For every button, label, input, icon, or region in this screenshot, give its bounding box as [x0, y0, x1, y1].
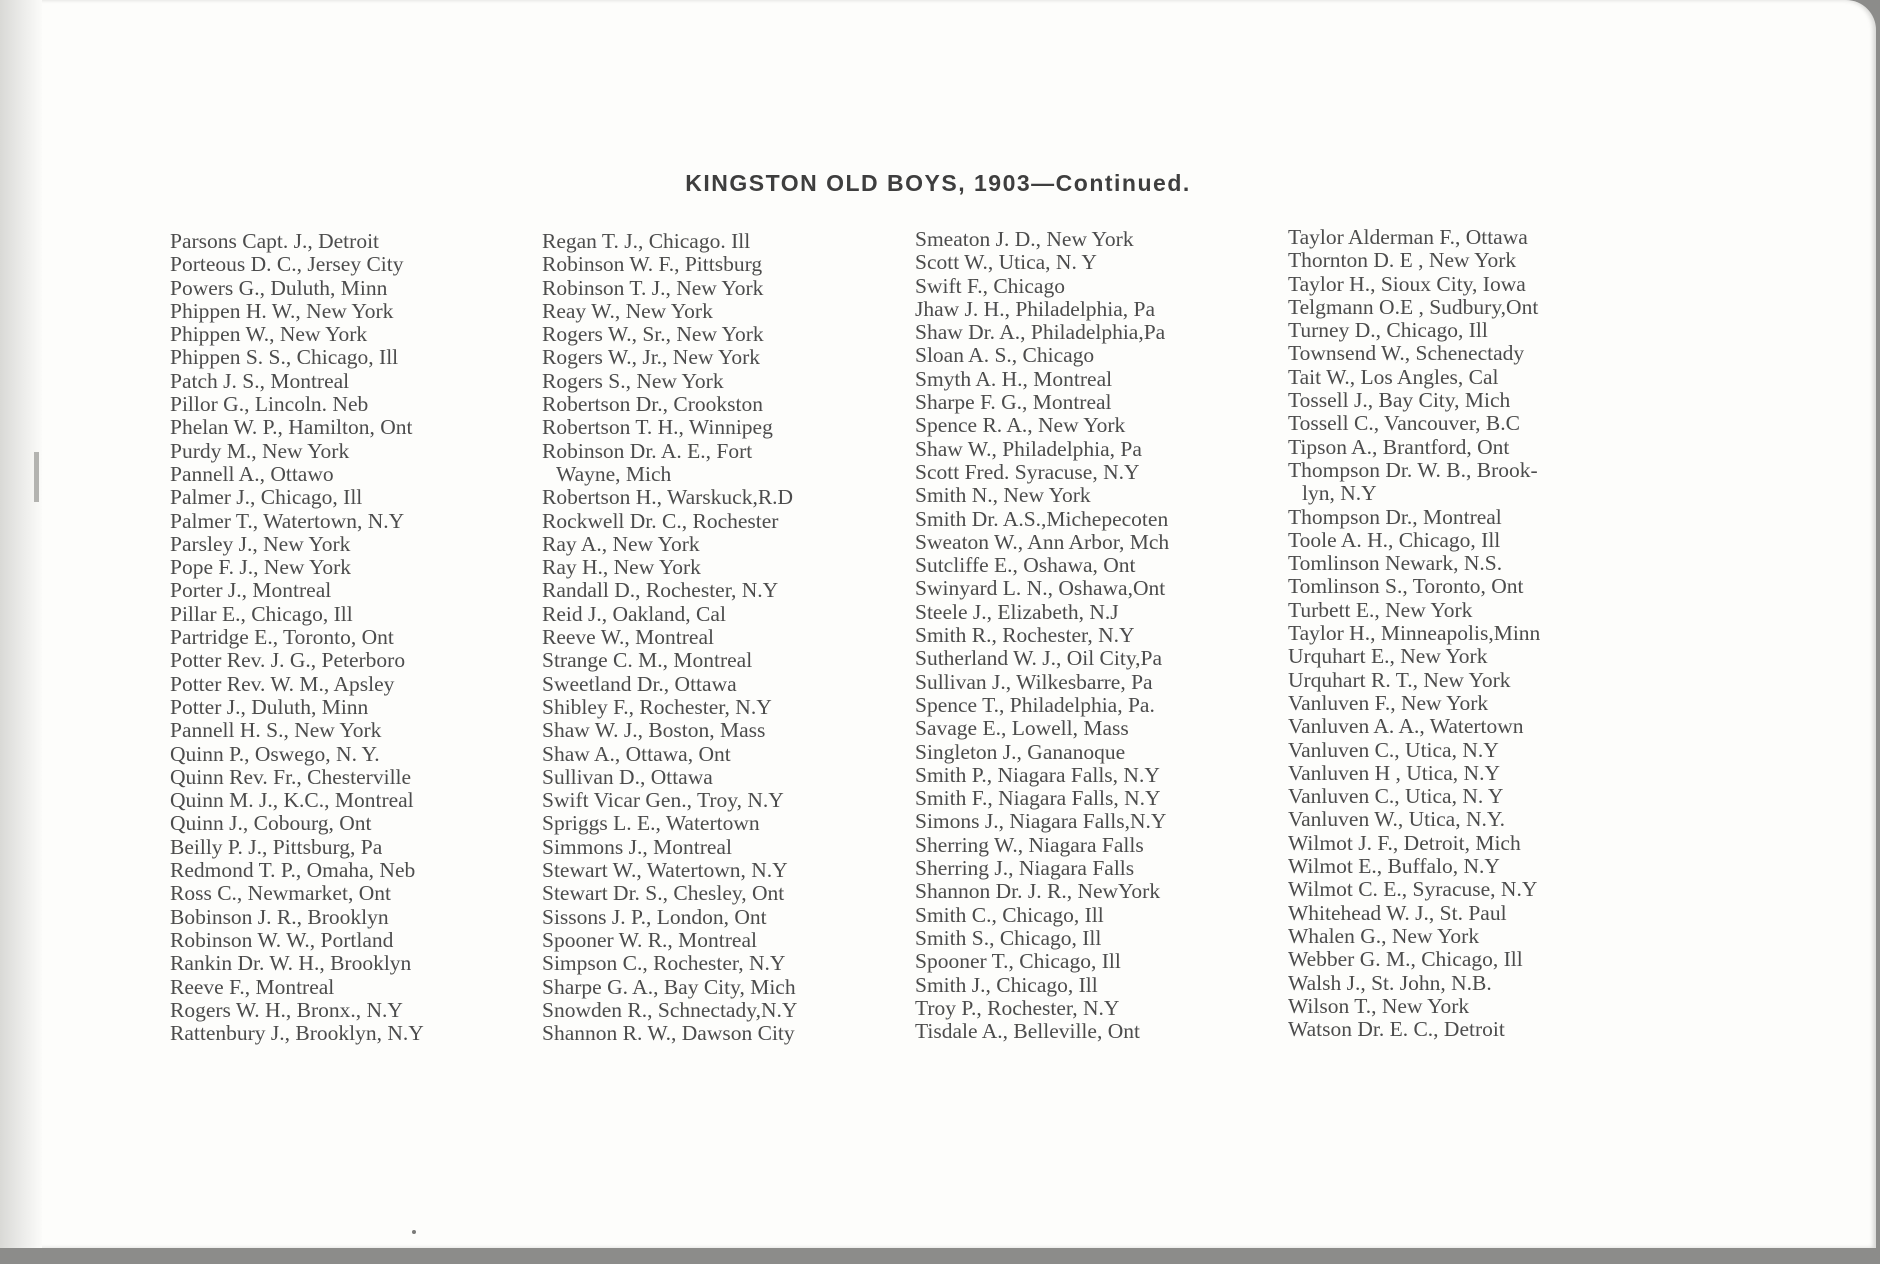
- name-entry: Spence R. A., New York: [915, 413, 1126, 438]
- name-entry: Steele J., Elizabeth, N.J: [915, 599, 1119, 624]
- name-entry: Tossell C., Vancouver, B.C: [1288, 411, 1520, 436]
- name-entry: Quinn Rev. Fr., Chesterville: [170, 764, 412, 789]
- name-entry: Watson Dr. E. C., Detroit: [1288, 1017, 1505, 1042]
- name-entry: Robertson H., Warskuck,R.D: [542, 485, 794, 510]
- name-entry: Potter Rev. W. M., Apsley: [170, 671, 395, 696]
- name-entry: Telgmann O.E , Sudbury,Ont: [1288, 294, 1539, 319]
- name-entry: Spooner T., Chicago, Ill: [915, 949, 1121, 974]
- name-entry: Turney D., Chicago, Ill: [1288, 318, 1488, 343]
- name-entry: Urquhart R. T., New York: [1288, 667, 1511, 692]
- name-entry: Jhaw J. H., Philadelphia, Pa: [915, 296, 1156, 321]
- name-entry: Toole A. H., Chicago, Ill: [1288, 527, 1501, 552]
- name-entry: Townsend W., Schenectady: [1288, 341, 1525, 366]
- name-entry: Sullivan J., Wilkesbarre, Pa: [915, 669, 1153, 694]
- name-entry: Turbett E., New York: [1288, 597, 1473, 622]
- name-entry: Simpson C., Rochester, N.Y: [542, 951, 786, 976]
- name-entry: Spooner W. R., Montreal: [542, 927, 757, 952]
- name-entry: Simmons J., Montreal: [542, 834, 732, 859]
- name-entry: Rogers S., New York: [542, 368, 724, 393]
- name-entry: Wayne, Mich: [556, 461, 672, 486]
- name-entry: Palmer T., Watertown, N.Y: [170, 508, 405, 533]
- name-entry: Wilmot E., Buffalo, N.Y: [1288, 854, 1500, 879]
- name-entry: Thompson Dr., Montreal: [1288, 504, 1502, 529]
- name-entry: Strange C. M., Montreal: [542, 648, 753, 673]
- name-entry: Pillar E., Chicago, Ill: [170, 601, 353, 626]
- name-entry: Pope F. J., New York: [170, 555, 352, 580]
- name-entry: Swinyard L. N., Oshawa,Ont: [915, 576, 1166, 601]
- name-entry: Shaw W., Philadelphia, Pa: [915, 436, 1142, 461]
- name-entry: Smith N., New York: [915, 483, 1091, 508]
- name-entry: Troy P., Rochester, N.Y: [915, 995, 1120, 1020]
- name-entry: Smith R., Rochester, N.Y: [915, 623, 1135, 648]
- name-entry: Sherring J., Niagara Falls: [915, 856, 1135, 881]
- name-entry: Bobinson J. R., Brooklyn: [170, 904, 389, 929]
- name-entry: Wilmot J. F., Detroit, Mich: [1288, 830, 1521, 855]
- name-entry: Sherring W., Niagara Falls: [915, 832, 1144, 857]
- name-entry: Robertson Dr., Crookston: [542, 392, 763, 417]
- name-entry: Vanluven F., New York: [1288, 690, 1489, 715]
- name-entry: Ray H., New York: [542, 555, 701, 580]
- name-entry: Phippen H. W., New York: [170, 298, 394, 323]
- name-entry: Quinn J., Cobourg, Ont: [170, 811, 372, 836]
- name-entry: Webber G. M., Chicago, Ill: [1288, 947, 1523, 972]
- name-entry: Reeve W., Montreal: [542, 625, 714, 650]
- name-entry: Smith J., Chicago, Ill: [915, 972, 1098, 997]
- name-entry: Potter Rev. J. G., Peterboro: [170, 648, 406, 673]
- name-entry: Robinson T. J., New York: [542, 275, 764, 300]
- name-entry: Powers G., Duluth, Minn: [170, 275, 388, 300]
- name-entry: Partridge E., Toronto, Ont: [170, 625, 394, 650]
- name-entry: Whalen G., New York: [1288, 923, 1480, 948]
- name-column-2: [542, 230, 902, 1045]
- name-entry: Sloan A. S., Chicago: [915, 343, 1095, 368]
- name-entry: Rattenbury J., Brooklyn, N.Y: [170, 1021, 424, 1046]
- name-entry: Taylor H., Minneapolis,Minn: [1288, 621, 1541, 646]
- name-entry: Ross C., Newmarket, Ont: [170, 881, 391, 906]
- name-entry: Smith Dr. A.S.,Michepecoten: [915, 506, 1169, 531]
- name-column-4: [1288, 226, 1648, 1041]
- name-entry: Tait W., Los Angles, Cal: [1288, 364, 1499, 389]
- name-entry: Smeaton J. D., New York: [915, 227, 1134, 251]
- name-entry: Swift Vicar Gen., Troy, N.Y: [542, 788, 784, 813]
- name-entry: Robinson W. F., Pittsburg: [542, 252, 763, 277]
- name-entry: Ray A., New York: [542, 531, 700, 556]
- name-entry: Purdy M., New York: [170, 438, 350, 463]
- name-entry: Spriggs L. E., Watertown: [542, 811, 760, 836]
- name-entry: Phippen W., New York: [170, 322, 368, 347]
- name-entry: Stewart W., Watertown, N.Y: [542, 858, 788, 883]
- name-entry: Walsh J., St. John, N.B.: [1288, 970, 1492, 995]
- name-entry: Smith S., Chicago, Ill: [915, 925, 1102, 950]
- page-title: KINGSTON OLD BOYS, 1903—Continued.: [685, 170, 1191, 196]
- name-entry: Palmer J., Chicago, Ill: [170, 485, 363, 510]
- name-entry: Porter J., Montreal: [170, 578, 332, 603]
- name-entry: Reid J., Oakland, Cal: [542, 601, 726, 626]
- name-entry: Shannon R. W., Dawson City: [542, 1021, 795, 1046]
- name-entry: Sharpe G. A., Bay City, Mich: [542, 974, 796, 999]
- name-entry: Wilmot C. E., Syracuse, N.Y: [1288, 877, 1538, 902]
- name-entry: Vanluven C., Utica, N. Y: [1288, 784, 1504, 809]
- name-entry: Vanluven A. A., Watertown: [1288, 714, 1524, 739]
- name-entry: Potter J., Duluth, Minn: [170, 694, 369, 719]
- name-entry: Sutcliffe E., Oshawa, Ont: [915, 553, 1136, 578]
- name-entry: Parsons Capt. J., Detroit: [170, 229, 380, 253]
- name-entry: Thompson Dr. W. B., Brook-: [1288, 457, 1538, 482]
- name-entry: Rankin Dr. W. H., Brooklyn: [170, 951, 412, 976]
- name-entry: Snowden R., Schnectady,N.Y: [542, 997, 798, 1022]
- name-entry: Randall D., Rochester, N.Y: [542, 578, 779, 603]
- name-entry: Thornton D. E , New York: [1288, 248, 1517, 273]
- gutter-mark: [34, 452, 39, 502]
- name-entry: Singleton J., Gananoque: [915, 739, 1126, 764]
- name-entry: Tomlinson Newark, N.S.: [1288, 551, 1503, 576]
- name-entry: Robinson W. W., Portland: [170, 927, 394, 952]
- name-entry: Pannell H. S., New York: [170, 718, 382, 743]
- name-entry: Tisdale A., Belleville, Ont: [915, 1019, 1140, 1044]
- name-entry: Whitehead W. J., St. Paul: [1288, 900, 1507, 925]
- name-entry: Tipson A., Brantford, Ont: [1288, 434, 1510, 459]
- name-entry: Reeve F., Montreal: [170, 974, 335, 999]
- name-entry: Taylor H., Sioux City, Iowa: [1288, 271, 1526, 296]
- name-entry: Swift F., Chicago: [915, 273, 1065, 298]
- name-entry: Sweetland Dr., Ottawa: [542, 671, 737, 696]
- name-entry: Shaw W. J., Boston, Mass: [542, 718, 766, 743]
- name-entry: Smith C., Chicago, Ill: [915, 902, 1104, 927]
- name-entry: Rockwell Dr. C., Rochester: [542, 508, 779, 533]
- name-entry: Vanluven W., Utica, N.Y.: [1288, 807, 1505, 832]
- name-entry: Wilson T., New York: [1288, 993, 1470, 1018]
- name-entry: Vanluven C., Utica, N.Y: [1288, 737, 1499, 762]
- name-entry: Taylor Alderman F., Ottawa: [1288, 225, 1528, 249]
- name-entry: Tomlinson S., Toronto, Ont: [1288, 574, 1524, 599]
- name-entry: Quinn M. J., K.C., Montreal: [170, 788, 414, 813]
- name-entry: Spence T., Philadelphia, Pa.: [915, 692, 1155, 717]
- name-entry: Parsley J., New York: [170, 531, 351, 556]
- name-entry: Pannell A., Ottawo: [170, 461, 334, 486]
- name-entry: Shaw Dr. A., Philadelphia,Pa: [915, 320, 1166, 345]
- name-entry: Smith F., Niagara Falls, N.Y: [915, 786, 1161, 811]
- name-entry: Patch J. S., Montreal: [170, 368, 350, 393]
- name-entry: Sissons J. P., London, Ont: [542, 904, 767, 929]
- name-column-3: [915, 228, 1275, 1043]
- name-entry: Rogers W. H., Bronx., N.Y: [170, 997, 403, 1022]
- name-entry: Rogers W., Sr., New York: [542, 322, 764, 347]
- name-entry: Pillor G., Lincoln. Neb: [170, 392, 369, 417]
- name-entry: Simons J., Niagara Falls,N.Y: [915, 809, 1167, 834]
- name-entry: Phelan W. P., Hamilton, Ont: [170, 415, 413, 440]
- name-entry: Sweaton W., Ann Arbor, Mch: [915, 529, 1170, 554]
- name-entry: Savage E., Lowell, Mass: [915, 716, 1129, 741]
- name-entry: Stewart Dr. S., Chesley, Ont: [542, 881, 785, 906]
- name-entry: Robertson T. H., Winnipeg: [542, 415, 773, 440]
- name-entry: Vanluven H , Utica, N.Y: [1288, 760, 1500, 785]
- name-entry: Sharpe F. G., Montreal: [915, 390, 1112, 415]
- name-entry: Beilly P. J., Pittsburg, Pa: [170, 834, 383, 859]
- name-entry: Reay W., New York: [542, 298, 713, 323]
- name-entry: Smyth A. H., Montreal: [915, 366, 1113, 391]
- name-entry: Regan T. J., Chicago. Ill: [542, 229, 751, 253]
- name-entry: Porteous D. C., Jersey City: [170, 252, 404, 277]
- name-entry: Tossell J., Bay City, Mich: [1288, 388, 1511, 413]
- name-entry: Robinson Dr. A. E., Fort: [542, 438, 753, 463]
- name-entry: Urquhart E., New York: [1288, 644, 1488, 669]
- name-column-1: [170, 230, 530, 1045]
- name-entry: Rogers W., Jr., New York: [542, 345, 761, 370]
- name-entry: Shannon Dr. J. R., NewYork: [915, 879, 1161, 904]
- name-entry: Redmond T. P., Omaha, Neb: [170, 858, 416, 883]
- name-entry: Phippen S. S., Chicago, Ill: [170, 345, 399, 370]
- name-entry: Quinn P., Oswego, N. Y.: [170, 741, 380, 766]
- name-entry: lyn, N.Y: [1302, 481, 1377, 506]
- name-entry: Sullivan D., Ottawa: [542, 764, 713, 789]
- name-entry: Sutherland W. J., Oil City,Pa: [915, 646, 1163, 671]
- name-entry: Shibley F., Rochester, N.Y: [542, 694, 772, 719]
- name-entry: Smith P., Niagara Falls, N.Y: [915, 762, 1160, 787]
- name-entry: Shaw A., Ottawa, Ont: [542, 741, 731, 766]
- name-entry: Scott W., Utica, N. Y: [915, 250, 1097, 275]
- print-speck: [412, 1230, 416, 1234]
- name-entry: Scott Fred. Syracuse, N.Y: [915, 459, 1140, 484]
